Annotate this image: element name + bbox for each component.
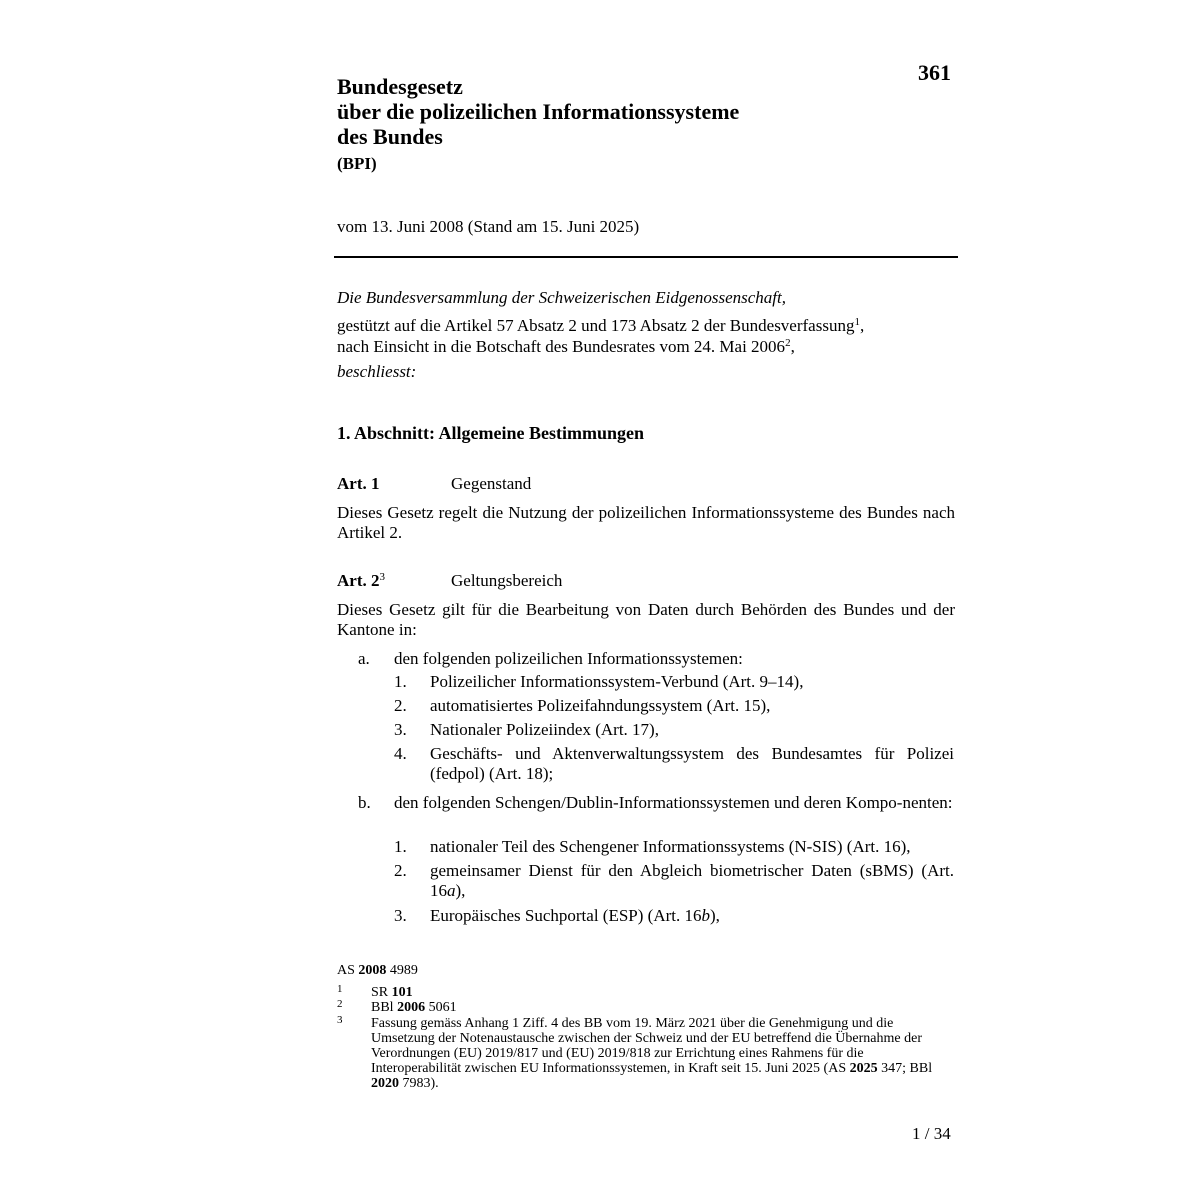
page-number: 1 / 34 [912, 1124, 951, 1143]
art1-title: Gegenstand [451, 474, 532, 493]
preamble-basis-end: , [859, 316, 865, 335]
list-b-item-3 [430, 906, 954, 926]
footnote-num-1: 1 [337, 983, 343, 995]
list-b-item-3-end: ), [709, 906, 720, 925]
footnote-ref-3[interactable]: 3 [379, 571, 385, 583]
footnote-2-post: 5061 [425, 1000, 457, 1015]
list-b-item-2-text: gemeinsamer Dienst für den Abgleich biometrischer Daten (sBMS) (Art. 16 [430, 861, 954, 900]
list-b-num-2: 2. [394, 861, 407, 880]
list-a-item-4: Geschäfts- und Aktenverwaltungssystem des Bundesamtes für Polizei (fedpol) (Art. 18); [430, 744, 954, 783]
art2-number-text: Art. 2 [337, 571, 380, 590]
preamble-basis [337, 316, 864, 336]
list-a-text: den folgenden polizeilichen Informationssystemen: [394, 649, 743, 668]
art1-number: Art. 1 [337, 474, 380, 493]
list-b-num-3: 3. [394, 906, 407, 925]
preamble-insight-end: , [790, 337, 795, 356]
footnote-ref-2[interactable]: 2 [785, 337, 791, 349]
list-b-item-1 [430, 837, 954, 857]
list-b-item-3-text: Europäisches Suchportal (ESP) (Art. 16 [430, 906, 702, 925]
header-divider [334, 256, 958, 258]
footnote-3-text-c: 7983). [399, 1076, 439, 1091]
footnote-1-bold: 101 [391, 985, 413, 1000]
list-b-item-2-end: ), [455, 881, 466, 900]
list-a-num-1: 1. [394, 672, 407, 691]
list-label-a: a. [358, 649, 370, 668]
footnote-num-3: 3 [337, 1014, 343, 1026]
footnote-3-text-b: 347; BBl [877, 1061, 933, 1076]
as-page: 4989 [386, 963, 418, 978]
list-label-b: b. [358, 793, 371, 812]
as-prefix: AS [337, 963, 359, 978]
title-line-1: Bundesgesetz [337, 74, 463, 99]
list-a-num-4: 4. [394, 744, 407, 763]
date-line: vom 13. Juni 2008 (Stand am 15. Juni 2025) [337, 217, 640, 236]
preamble-authority: Die Bundesversammlung der Schweizerischen Eidgenossenschaft, [337, 288, 786, 307]
footnote-num-2: 2 [337, 998, 343, 1010]
list-b-text: den folgenden Schengen/Dublin-Informationssystemen und deren Kompo-nenten: [394, 793, 953, 812]
art2-title: Geltungsbereich [451, 571, 563, 590]
footnote-1 [371, 985, 413, 1000]
footnote-2 [371, 1000, 457, 1015]
list-a-item-3: Nationaler Polizeiindex (Art. 17), [430, 720, 659, 739]
list-b-item-2 [430, 861, 954, 901]
preamble-insight-text: nach Einsicht in die Botschaft des Bundesrates vom 24. Mai 2006 [337, 337, 786, 356]
list-b-item-3-italic: b [701, 906, 710, 925]
art1-text: Dieses Gesetz regelt die Nutzung der polizeilichen Informationssysteme des Bundes nach Artikel 2. [337, 503, 955, 542]
as-reference [337, 963, 418, 978]
as-year: 2008 [358, 963, 387, 978]
section-heading: 1. Abschnitt: Allgemeine Bestimmungen [337, 423, 645, 443]
art2-number [337, 571, 385, 591]
list-a-num-3: 3. [394, 720, 407, 739]
footnote-2-pre: BBl [371, 1000, 398, 1015]
title-line-2: über die polizeilichen Informationssysteme [337, 99, 740, 124]
law-title [337, 74, 897, 149]
footnote-3-text-a: Fassung gemäss Anhang 1 Ziff. 4 des BB vom 19. März 2021 über die Genehmigung und die Umsetzung der Notenaustausche zwischen der Schweiz und der EU betreffend die Übernahme der Verordnungen (EU) 2019/817 und (EU) 2019/818 zur Errichtung eines Rahmens für die Interoperabilität zwischen EU Informationssystemen, in Kraft seit 15. Juni 2025 (AS [371, 1016, 922, 1076]
footnote-2-bold: 2006 [397, 1000, 426, 1015]
footnote-3-bold-1: 2025 [849, 1061, 878, 1076]
list-b-num-1: 1. [394, 837, 407, 856]
preamble-resolves: beschliesst: [337, 362, 417, 381]
art2-intro: Dieses Gesetz gilt für die Bearbeitung von Daten durch Behörden des Bundes und der Kantone in: [337, 600, 955, 639]
preamble-basis-text: gestützt auf die Artikel 57 Absatz 2 und 173 Absatz 2 der Bundesverfassung [337, 316, 855, 335]
list-a-item-2: automatisiertes Polizeifahndungssystem (Art. 15), [430, 696, 771, 715]
sr-number: 361 [918, 60, 951, 85]
law-abbreviation: (BPI) [337, 154, 377, 173]
list-b-item-1-text: nationaler Teil des Schengener Informationssystems (N-SIS) (Art. 16), [430, 837, 911, 856]
list-b-item-2-italic: a [447, 881, 456, 900]
footnote-1-pre: SR [371, 985, 392, 1000]
footnote-3 [371, 1016, 954, 1091]
footnote-ref-1[interactable]: 1 [854, 316, 860, 328]
preamble-insight [337, 337, 795, 357]
list-a-num-2: 2. [394, 696, 407, 715]
list-a-item-1: Polizeilicher Informationssystem-Verbund (Art. 9–14), [430, 672, 804, 691]
title-line-3: des Bundes [337, 124, 443, 149]
footnote-3-bold-2: 2020 [371, 1076, 399, 1091]
